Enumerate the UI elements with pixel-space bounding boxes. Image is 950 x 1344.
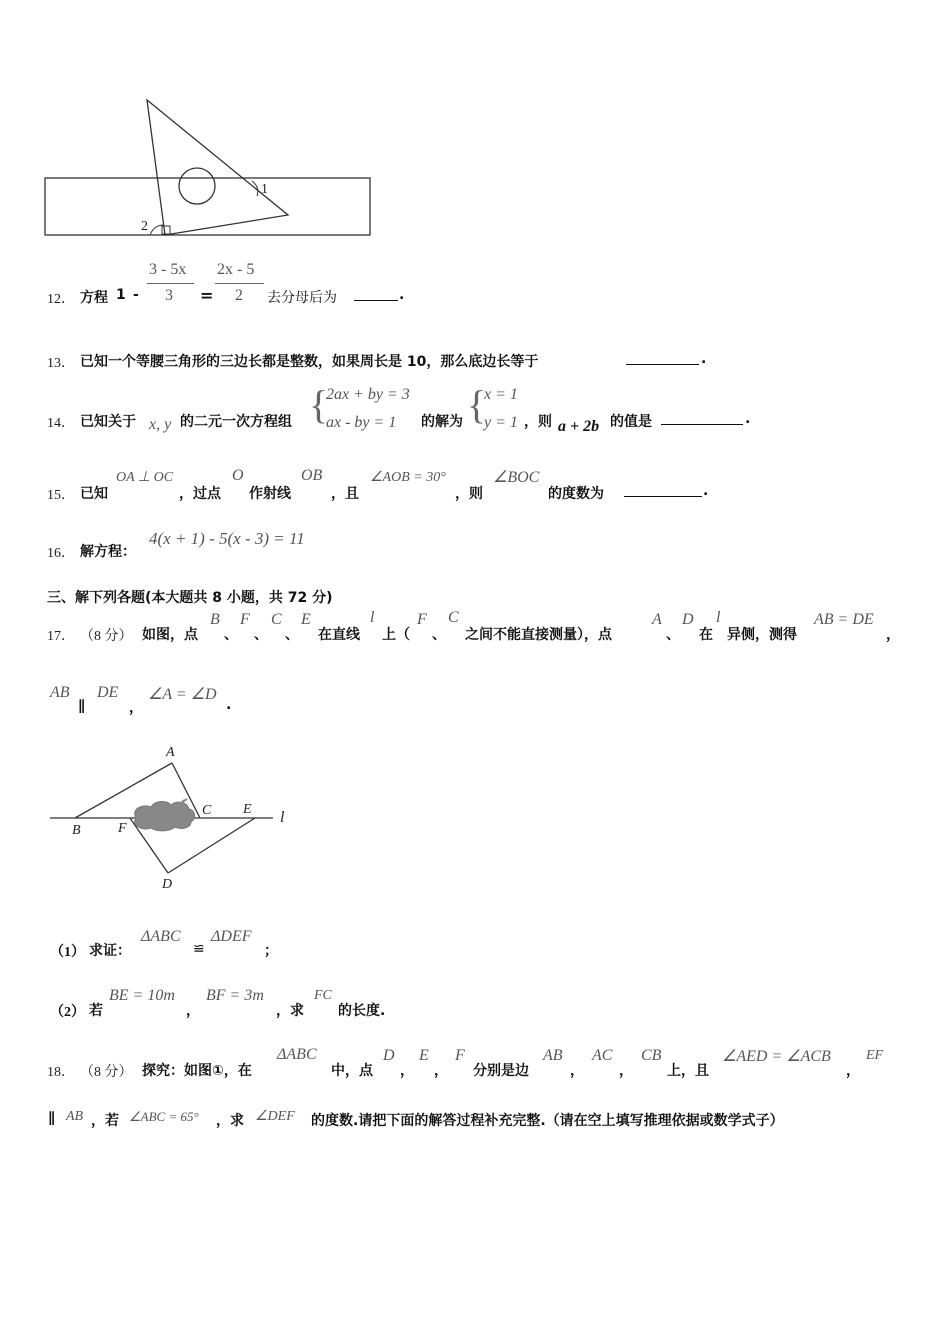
q17p1-m2: ΔDEF (211, 928, 252, 945)
q18-number: 18． (47, 1065, 75, 1080)
q18-m4: ∠DEF (255, 1109, 295, 1124)
angle2-label: 2 (141, 219, 148, 234)
q17p1-cong: ≌ (193, 941, 205, 957)
q17-m4: ∠A = ∠D (148, 686, 217, 703)
figure-line-triangles (45, 740, 305, 895)
label-A: A (166, 745, 175, 760)
q17-sep5: 、 (666, 627, 680, 643)
q12-answer-blank (354, 288, 398, 301)
q12-one: 1 (116, 287, 126, 303)
q17p2-t2: ，求 (276, 1003, 304, 1019)
q17-l: l (370, 609, 375, 626)
q17-t5: 在 (699, 627, 713, 643)
q12-frac2-num: 2x - 5 (217, 261, 255, 278)
q18-mAB: AB (543, 1047, 563, 1064)
q17-l2: l (716, 609, 721, 626)
q18-parallel: ∥ (48, 1110, 55, 1126)
q18-m2: ∠AED = ∠ACB (722, 1048, 831, 1065)
q14-suffix: 的值是 (610, 414, 652, 430)
q17-t2: 在直线 (318, 627, 360, 643)
q17-t6: 异侧，测得 (727, 627, 797, 643)
q17-pC: C (271, 611, 282, 628)
q17-pB: B (210, 611, 220, 628)
q12-number: 12． (47, 292, 75, 307)
q17p2-c1: ， (186, 1003, 200, 1019)
q18-c5: ， (846, 1063, 860, 1079)
q17-pF: F (240, 611, 250, 628)
q17-parallel: ∥ (78, 698, 85, 714)
q17-score: （8 分） (80, 629, 133, 644)
q18-t5: ，若 (91, 1113, 119, 1129)
label-F: F (118, 821, 127, 836)
q17-m2: AB (50, 684, 70, 701)
figure-triangle-ruler (40, 95, 380, 245)
q12-frac1-line (147, 283, 194, 284)
q17p2-label: （2） (50, 1005, 85, 1020)
q17-comma1: ， (886, 627, 900, 643)
q15-answer-blank (624, 484, 702, 497)
q17p1-text: 求证： (89, 943, 131, 959)
q14-sol1: x = 1 (484, 386, 518, 403)
q17-number: 17． (47, 629, 75, 644)
q14-sol2: y = 1 (484, 414, 518, 431)
q15-m3: OB (301, 467, 323, 484)
q18-pF: F (455, 1047, 465, 1064)
q14-expr: a + 2b (558, 418, 600, 435)
q12-prefix: 方程 (80, 290, 108, 306)
q17-period: . (226, 697, 232, 713)
q16-text: 解方程： (80, 544, 136, 560)
q17p1-end: ； (264, 943, 278, 959)
q12-frac1-den: 3 (165, 287, 173, 304)
q17-m3: DE (97, 684, 119, 701)
q17p2-m3: FC (314, 988, 332, 1003)
q15-m5: ∠BOC (493, 469, 540, 486)
q18-t3: 分别是边 (473, 1063, 529, 1079)
q14-number: 14． (47, 416, 75, 431)
q12-frac2-line (215, 283, 264, 284)
q17p2-t1: 若 (89, 1003, 103, 1019)
q15-t3: 作射线 (249, 486, 291, 502)
q12-minus: - (133, 287, 139, 303)
q18-mAC: AC (592, 1047, 613, 1064)
q17p1-label: （1） (50, 945, 85, 960)
label-E: E (243, 802, 252, 817)
q18-m1: ΔABC (277, 1046, 317, 1063)
angle1-label: 1 (261, 182, 268, 197)
q18-pE: E (419, 1047, 429, 1064)
q15-t1: 已知 (80, 486, 108, 502)
q16-equation: 4(x + 1) - 5(x - 3) = 11 (149, 529, 305, 548)
q14-mid3: ，则 (524, 414, 552, 430)
label-C: C (202, 803, 212, 818)
q18-pD: D (383, 1047, 395, 1064)
q17-pA: A (652, 611, 662, 628)
section-3-heading: 三、解下列各题(本大题共 8 小题，共 72 分) (47, 590, 333, 606)
q17-comma2: ， (129, 700, 143, 716)
q15-m1: OA ⊥ OC (116, 470, 174, 485)
q18-c2: ， (434, 1063, 448, 1079)
q13-end: . (701, 351, 707, 367)
q14-solution-brace: { (467, 382, 487, 427)
q12-suffix: 去分母后为 (267, 290, 337, 306)
q13-text: 已知一个等腰三角形的三边长都是整数，如果周长是 10，那么底边长等于 (80, 354, 539, 370)
q12-frac2-den: 2 (235, 287, 243, 304)
q12-frac1-num: 3 - 5x (149, 261, 187, 278)
q18-mCB: CB (641, 1047, 662, 1064)
q17-m1: AB = DE (814, 611, 874, 628)
q14-mid1: 的二元一次方程组 (180, 414, 292, 430)
q16-number: 16． (47, 546, 75, 561)
q18-t2: 中，点 (331, 1063, 373, 1079)
q13-number: 13． (47, 356, 75, 371)
q17p2-m1: BE = 10m (109, 987, 175, 1004)
obstacle-cloud (135, 801, 195, 830)
triangle (147, 100, 288, 235)
ruler-rect (45, 178, 370, 235)
q17p2-m2: BF = 3m (206, 987, 264, 1004)
label-B: B (72, 823, 81, 838)
q15-end: . (703, 483, 709, 499)
right-angle-mark (162, 226, 170, 234)
q14-mid2: 的解为 (421, 414, 463, 430)
q15-t2: ，过点 (179, 486, 221, 502)
q18-c4: ， (619, 1063, 633, 1079)
q18-t7: 的度数.请把下面的解答过程补充完整.（请在空上填写推理依据或数学式子） (311, 1113, 784, 1129)
q17-t3: 上（ (382, 627, 410, 643)
q18-t6: ，求 (216, 1113, 244, 1129)
q17-pD: D (682, 611, 694, 628)
label-D: D (162, 877, 173, 892)
q17-pE: E (301, 611, 311, 628)
q18-mAB2: AB (66, 1109, 84, 1124)
q15-m2: O (232, 467, 244, 484)
q14-answer-blank (661, 412, 743, 425)
q14-vars: x, y (149, 416, 172, 433)
q17-sep3: 、 (285, 627, 299, 643)
q18-t1: 探究：如图①，在 (142, 1063, 252, 1079)
q17-sep2: 、 (254, 627, 268, 643)
q15-m4: ∠AOB = 30° (370, 470, 446, 485)
q17-t1: 如图，点 (142, 627, 198, 643)
q14-eq2: ax - by = 1 (326, 414, 397, 431)
q18-mEF: EF (866, 1048, 884, 1063)
q18-score: （8 分） (80, 1065, 133, 1080)
q13-answer-blank (626, 352, 699, 365)
q12-end: . (399, 287, 405, 303)
q17-sep1: 、 (224, 627, 238, 643)
triangle-hole (179, 168, 215, 204)
q17-pF2: F (417, 611, 427, 628)
label-l: l (280, 809, 285, 826)
q18-t4: 上，且 (667, 1063, 709, 1079)
q14-system-brace: { (309, 382, 329, 427)
q17p2-t3: 的长度. (338, 1003, 386, 1019)
q18-c1: ， (400, 1063, 414, 1079)
q15-t6: 的度数为 (548, 486, 604, 502)
q17-t4: 之间不能直接测量），点 (465, 627, 612, 643)
q14-prefix: 已知关于 (80, 414, 136, 430)
q15-t5: ，则 (455, 486, 483, 502)
q12-equals: = (200, 286, 214, 305)
q14-end: . (745, 411, 751, 427)
q17-sep4: 、 (432, 627, 446, 643)
q18-m3: ∠ABC = 65° (129, 1109, 199, 1124)
q17-pC2: C (448, 609, 459, 626)
q15-t4: ，且 (331, 486, 359, 502)
q17p1-m1: ΔABC (141, 928, 181, 945)
q14-eq1: 2ax + by = 3 (326, 386, 410, 403)
q18-c3: ， (570, 1063, 584, 1079)
q15-number: 15． (47, 488, 75, 503)
